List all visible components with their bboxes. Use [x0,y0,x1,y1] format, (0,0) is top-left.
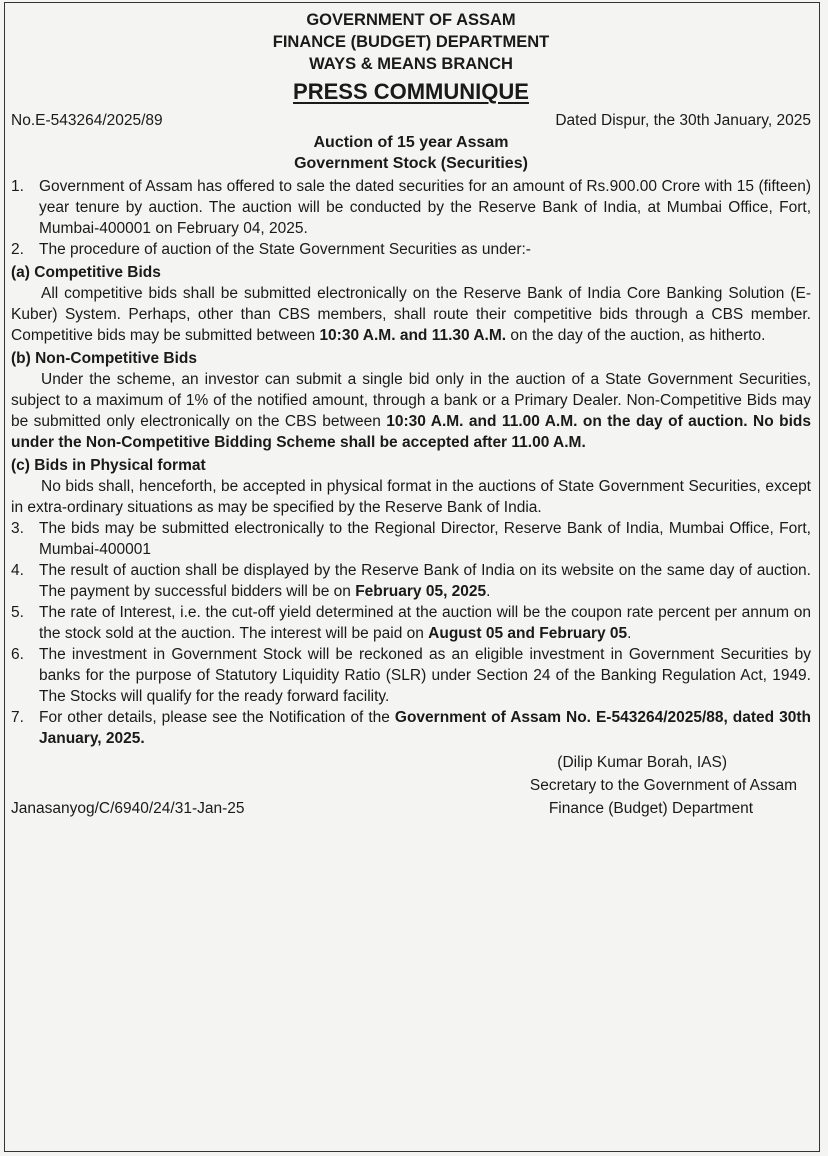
text-part: All competitive bids shall be submitted electronically on the Reserve Bank of India Core Banking Solution (E-Kuber) System. Perhaps, other than CBS members, shall route their competitive bids through a CBS member. Competitive bids may be submitted between [11,285,811,344]
subject-line-1: Auction of 15 year Assam [313,134,509,151]
branch-heading: WAYS & MEANS BRANCH [309,55,513,73]
release-code: Janasanyog/C/6940/24/31-Jan-25 [11,800,245,817]
bold-time: 10:30 A.M. and 11.00 A.M. on the day of auction. No bids under the Non-Competitive Bidding Scheme shall be accepted after 11.00 A.M. [11,413,811,451]
signatory-department: Finance (Budget) Department [548,800,753,817]
reference-number: No.E-543264/2025/89 [11,112,163,129]
non-competitive-bids-heading: (b) Non-Competitive Bids [11,350,197,367]
page-title: PRESS COMMUNIQUE [293,79,529,104]
department-heading: FINANCE (BUDGET) DEPARTMENT [272,33,550,51]
item-tail: . [627,625,632,642]
subject-line-2: Government Stock (Securities) [294,155,528,172]
signatory-designation: Secretary to the Government of Assam [529,777,797,794]
item-number: 1. [11,178,24,195]
item-text: The procedure of auction of the State Government Securities as under:- [39,241,531,258]
item-2 [11,239,811,260]
government-heading: GOVERNMENT OF ASSAM [306,11,516,29]
item-number: 3. [11,520,24,537]
notification-reference: Government of Assam No. E-543264/2025/88, dated 30th January, 2025. [39,709,812,747]
item-number: 2. [11,241,24,258]
competitive-bids-heading: (a) Competitive Bids [11,264,161,281]
item-text: The investment in Government Stock will be reckoned as an eligible investment in Government Securities by banks for the purpose of Statutory Liquidity Ratio (SLR) under Section 24 of the Banking Regulation Act, 1949. The Stocks will qualify for the ready forward facility. [39,646,811,705]
item-number: 5. [11,604,24,621]
item-number: 4. [11,562,24,579]
non-competitive-bids-text [11,369,811,453]
item-tail: . [486,583,491,600]
item-text: The bids may be submitted electronically to the Regional Director, Reserve Bank of India, Mumbai Office, Fort, Mumbai-400001 [39,520,811,558]
item-1 [11,176,811,239]
competitive-bids-text [11,283,811,346]
signature-block [11,751,811,797]
payment-date: February 05, 2025 [355,583,487,600]
interest-dates: August 05 and February 05 [428,625,628,642]
press-communique [4,2,820,1152]
physical-format-text: No bids shall, henceforth, be accepted in physical format in the auctions of State Government Securities, except in extra-ordinary situations as may be specified by the Reserve Bank of India. [11,478,811,516]
item-text: Government of Assam has offered to sale the dated securities for an amount of Rs.900.00 Crore with 15 (fifteen) year tenure by auction. The auction will be conducted by the Reserve Bank of India, at Mumbai Office, Fort, Mumbai-400001 on February 04, 2025. [39,178,811,237]
footer-row [11,797,811,820]
item-number: 7. [11,709,24,726]
physical-format-heading: (c) Bids in Physical format [11,457,206,474]
item-5 [11,602,811,644]
item-text: The rate of Interest, i.e. the cut-off yield determined at the auction will be the coupon rate percent per annum on the stock sold at the auction. The interest will be paid on [39,604,811,642]
item-6 [11,644,811,707]
item-7 [11,707,811,749]
text-tail: on the day of the auction, as hitherto. [506,327,766,344]
item-4 [11,560,811,602]
item-number: 6. [11,646,24,663]
bold-time: 10:30 A.M. and 11.30 A.M. [319,327,507,344]
item-text: The result of auction shall be displayed by the Reserve Bank of India on its website on the same day of auction. The payment by successful bidders will be on [39,562,811,600]
item-3 [11,518,811,560]
signatory-name: (Dilip Kumar Borah, IAS) [557,754,727,771]
item-text: For other details, please see the Notification of the [39,709,395,726]
reference-date: Dated Dispur, the 30th January, 2025 [555,112,811,129]
text-part: Under the scheme, an investor can submit a single bid only in the auction of a State Government Securities, subject to a maximum of 1% of the notified amount, through a bank or a Primary Dealer. Non-Competitive Bids may be submitted only electronically on the CBS between [11,371,811,430]
reference-row [11,110,811,132]
